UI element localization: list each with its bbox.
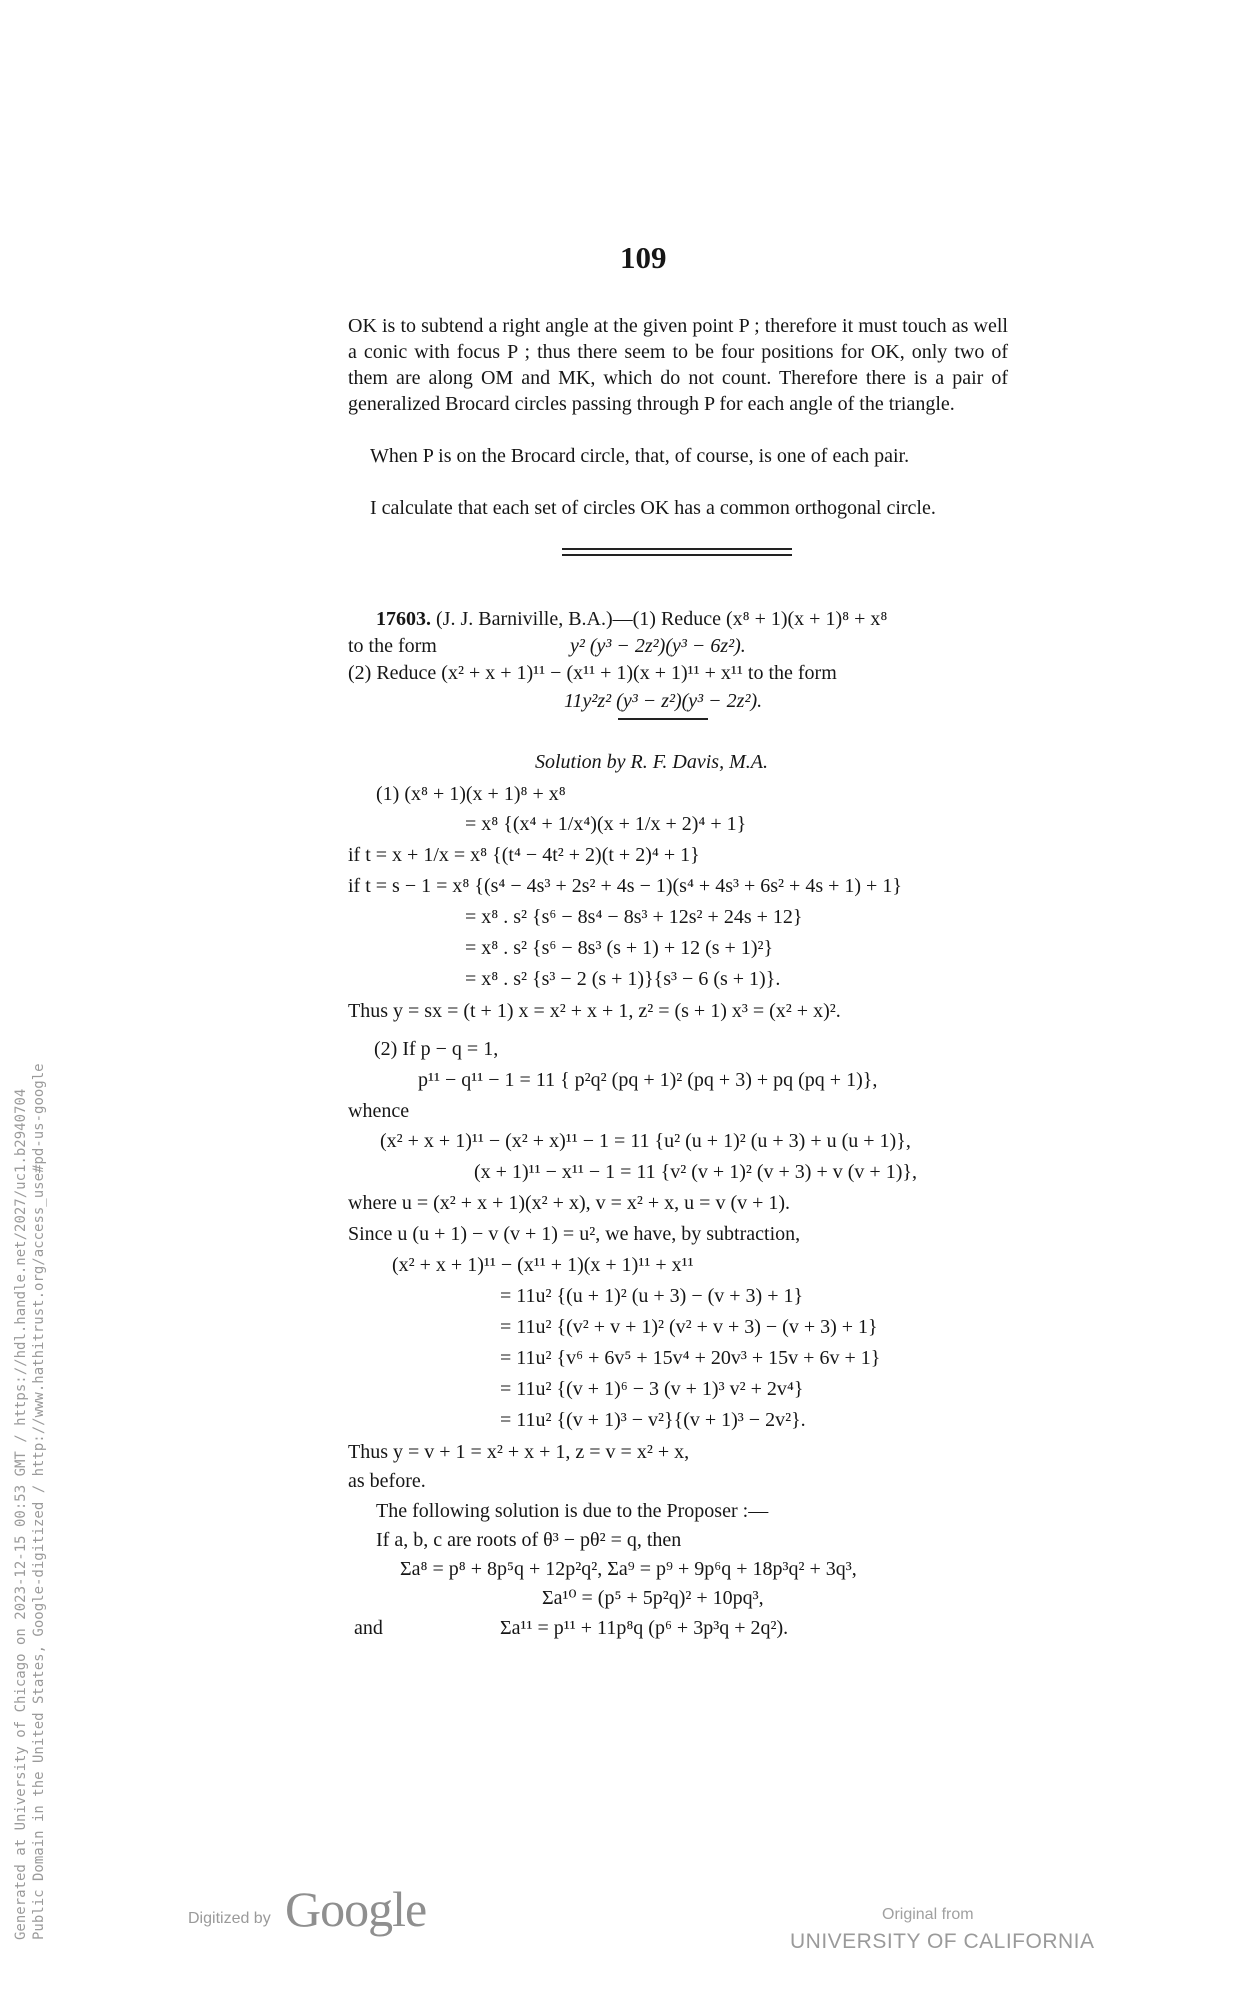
part2-line-4: (x² + x + 1)¹¹ − (x² + x)¹¹ − 1 = 11 {u² (u + 1)² (u + 3) + u (u + 1)}, <box>380 1130 911 1152</box>
part2-line-1: (2) If p − q = 1, <box>374 1038 499 1060</box>
short-rule <box>618 718 708 720</box>
part2-line-6: where u = (x² + x + 1)(x² + x), v = x² + x, u = v (v + 1). <box>348 1192 791 1214</box>
part1-line-3: if t = x + 1/x = x⁸ {(t⁴ − 4t² + 2)(t + 2)⁴ + 1} <box>348 844 700 866</box>
part2-line-11: = 11u² {v⁶ + 6v⁵ + 15v⁴ + 20v³ + 15v + 6v + 1} <box>500 1347 881 1369</box>
part2-line-14: Thus y = v + 1 = x² + x + 1, z = v = x² + x, <box>348 1441 690 1463</box>
side-watermark-line-1: Generated at University of Chicago on 2023-12-15 00:53 GMT / https://hdl.handle.net/2027/uc1.b2940704 <box>13 1088 29 1940</box>
side-watermark <box>12 1063 48 1940</box>
intro-paragraph-2: When P is on the Brocard circle, that, of course, is one of each pair. <box>370 445 910 467</box>
proposer-line-5: and <box>354 1617 383 1639</box>
part2-line-15: as before. <box>348 1470 426 1492</box>
part1-line-8: Thus y = sx = (t + 1) x = x² + x + 1, z² = (s + 1) x³ = (x² + x)². <box>348 1000 841 1022</box>
part1-line-4: if t = s − 1 = x⁸ {(s⁴ − 4s³ + 2s² + 4s − 1)(s⁴ + 4s³ + 6s² + 4s + 1) + 1} <box>348 875 902 897</box>
part1-line-7: = x⁸ . s² {s³ − 2 (s + 1)}{s³ − 6 (s + 1)}. <box>465 968 781 990</box>
page-number: 109 <box>620 240 667 275</box>
part2-line-13: = 11u² {(v + 1)³ − v²}{(v + 1)³ − 2v²}. <box>500 1409 806 1431</box>
part1-line-5: = x⁸ . s² {s⁶ − 8s⁴ − 8s³ + 12s² + 24s + 12} <box>465 906 803 928</box>
part1-line-1: (1) (x⁸ + 1)(x + 1)⁸ + x⁸ <box>376 783 566 805</box>
proposer-line-2: If a, b, c are roots of θ³ − pθ² = q, then <box>376 1529 682 1551</box>
part2-line-2: p¹¹ − q¹¹ − 1 = 11 { p²q² (pq + 1)² (pq + 3) + pq (pq + 1)}, <box>418 1069 878 1091</box>
part2-line-3: whence <box>348 1100 410 1122</box>
problem-line-1 <box>376 607 887 631</box>
intro-paragraph-1: OK is to subtend a right angle at the given point P ; therefore it must touch as well a conic with focus P ; thus there seem to be four positions for OK, only two of them are along OM and MK, which do not count. Therefore there is a pair of generalized Brocard circles passing through P for each angle of the triangle. <box>348 315 1008 415</box>
proposer-line-1: The following solution is due to the Proposer :— <box>376 1500 769 1522</box>
double-rule-bottom <box>562 554 792 556</box>
problem-number: 17603. <box>376 608 431 630</box>
solution-heading: Solution by R. F. Davis, M.A. <box>535 751 768 773</box>
problem-text: (J. J. Barniville, B.A.)—(1) Reduce (x⁸ + 1)(x + 1)⁸ + x⁸ <box>436 608 888 630</box>
part2-line-5: (x + 1)¹¹ − x¹¹ − 1 = 11 {v² (v + 1)² (v + 3) + v (v + 1)}, <box>474 1161 917 1183</box>
problem-line-2-expr: y² (y³ − 2z²)(y³ − 6z²). <box>570 635 746 657</box>
part1-line-6: = x⁸ . s² {s⁶ − 8s³ (s + 1) + 12 (s + 1)²} <box>465 937 774 959</box>
problem-line-3: (2) Reduce (x² + x + 1)¹¹ − (x¹¹ + 1)(x + 1)¹¹ + x¹¹ to the form <box>348 662 837 684</box>
part2-line-12: = 11u² {(v + 1)⁶ − 3 (v + 1)³ v² + 2v⁴} <box>500 1378 804 1400</box>
problem-line-4: 11y²z² (y³ − z²)(y³ − 2z²). <box>564 690 763 712</box>
part2-line-8: (x² + x + 1)¹¹ − (x¹¹ + 1)(x + 1)¹¹ + x¹¹ <box>392 1254 694 1276</box>
proposer-line-3: Σa⁸ = p⁸ + 8p⁵q + 12p²q², Σa⁹ = p⁹ + 9p⁶q + 18p³q² + 3q³, <box>400 1558 857 1580</box>
side-watermark-line-2: Public Domain in the United States, Google-digitized / http://www.hathitrust.org/access_use#pd-us-google <box>31 1063 47 1940</box>
part2-line-9: = 11u² {(u + 1)² (u + 3) − (v + 3) + 1} <box>500 1285 804 1307</box>
google-logo: Google <box>285 1881 427 1937</box>
part1-line-2: = x⁸ {(x⁴ + 1/x⁴)(x + 1/x + 2)⁴ + 1} <box>465 813 747 835</box>
double-rule-top <box>562 548 792 550</box>
intro-paragraph-3: I calculate that each set of circles OK has a common orthogonal circle. <box>370 497 936 519</box>
part2-line-10: = 11u² {(v² + v + 1)² (v² + v + 3) − (v + 3) + 1} <box>500 1316 878 1338</box>
part2-line-7: Since u (u + 1) − v (v + 1) = u², we have, by subtraction, <box>348 1223 801 1245</box>
university-text: UNIVERSITY OF CALIFORNIA <box>790 1930 1095 1953</box>
proposer-line-4: Σa¹⁰ = (p⁵ + 5p²q)² + 10pq³, <box>542 1587 764 1609</box>
problem-line-2-label: to the form <box>348 635 437 657</box>
original-from-text: Original from <box>882 1906 974 1923</box>
digitized-by-text: Digitized by <box>188 1910 271 1927</box>
proposer-line-6: Σa¹¹ = p¹¹ + 11p⁸q (p⁶ + 3p³q + 2q²). <box>500 1617 789 1639</box>
